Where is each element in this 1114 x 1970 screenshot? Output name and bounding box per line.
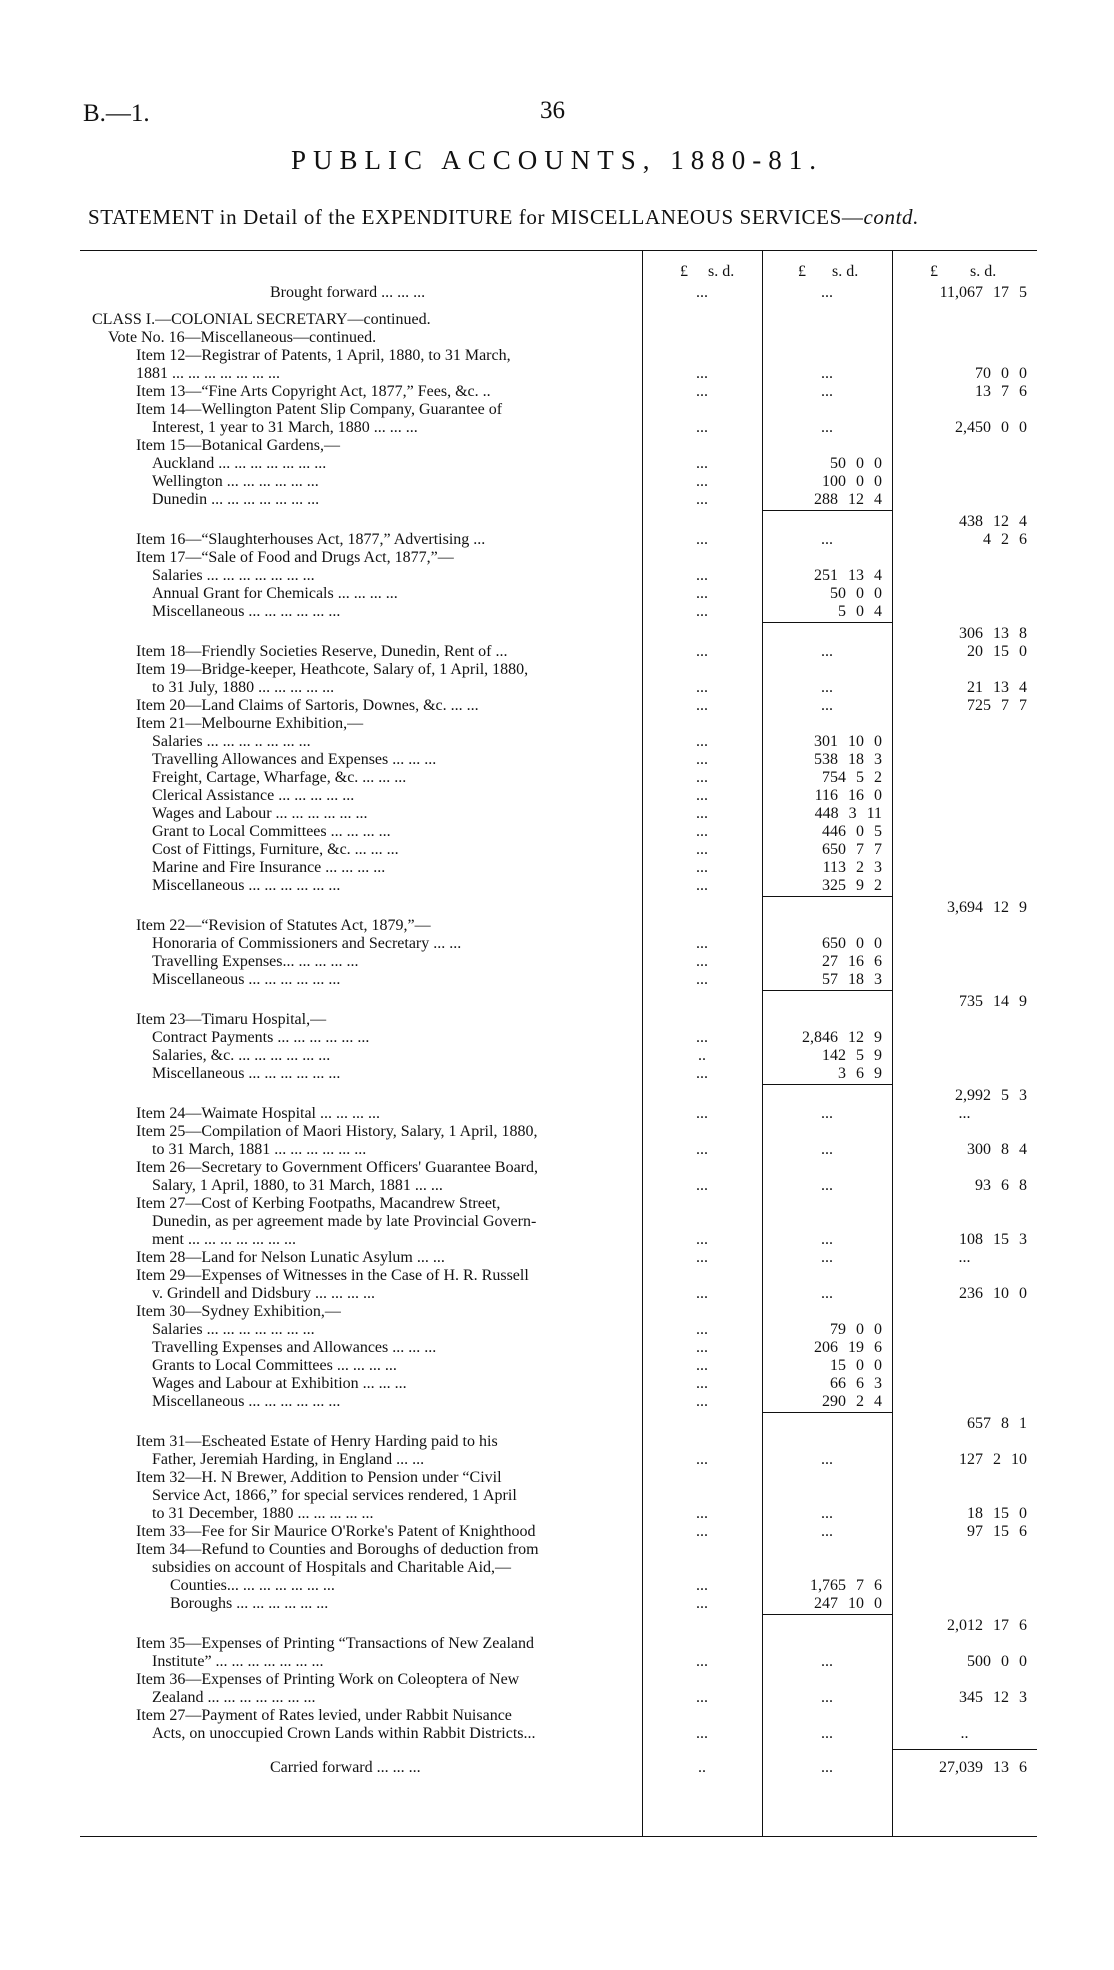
amount-c1: ... [696,953,708,970]
row-description: Dunedin ... ... ... ... ... ... ... [152,491,320,508]
amount-c2: ... [821,697,833,714]
amount-c2: 538 18 3 [814,751,882,768]
amount-c2: ... [821,1689,833,1706]
amount-c1: ... [696,1339,708,1356]
pound-header-1: £ [680,263,688,280]
row-description: Wages and Labour at Exhibition ... ... ... [152,1375,407,1392]
sd-header-3: s. d. [970,263,997,280]
amount-c2: 27 16 6 [822,953,882,970]
amount-c1: ... [696,585,708,602]
amount-c3: 2,012 17 6 [947,1617,1027,1634]
amount-c3: 306 13 8 [959,625,1027,642]
row-description: Salaries, &c. ... ... ... ... ... ... [152,1047,331,1064]
row-description: Item 28—Land for Nelson Lunatic Asylum ... ... [136,1249,445,1266]
amount-c1: ... [696,1065,708,1082]
amount-c1: ... [696,473,708,490]
amount-c1: ... [696,1231,708,1248]
amount-c2: ... [821,643,833,660]
row-description: Miscellaneous ... ... ... ... ... ... [152,971,341,988]
row-description: Vote No. 16—Miscellaneous—continued. [108,329,377,346]
row-description: Miscellaneous ... ... ... ... ... ... [152,877,341,894]
amount-c1: ... [696,1177,708,1194]
amount-c3: 3,694 12 9 [947,899,1027,916]
row-description: subsidies on account of Hospitals and Charitable Aid,— [152,1559,512,1576]
row-description: Item 25—Compilation of Maori History, Salary, 1 April, 1880, [136,1123,538,1140]
pound-header-2: £ [798,263,806,280]
amount-c1: ... [696,1577,708,1594]
row-description: Institute” ... ... ... ... ... ... ... [152,1653,324,1670]
subtitle-main: STATEMENT in Detail of the EXPENDITURE for MISCELLANEOUS SERVICES— [88,205,864,229]
row-description: Item 16—“Slaughterhouses Act, 1877,” Advertising ... [136,531,486,548]
row-description: Service Act, 1866,” for special services rendered, 1 April [152,1487,517,1504]
row-description: Wages and Labour ... ... ... ... ... ... [152,805,368,822]
amount-c1: ... [696,1505,708,1522]
amount-c3: 657 8 1 [967,1415,1027,1432]
amount-c1: .. [698,1047,706,1064]
amount-c3: 27,039 13 6 [939,1759,1027,1776]
amount-c3: 108 15 3 [959,1231,1027,1248]
row-description: Salaries ... ... ... ... ... ... ... [152,567,315,584]
amount-c1: ... [696,491,708,508]
amount-c2: ... [821,1523,833,1540]
amount-c2: ... [821,365,833,382]
row-description: Item 30—Sydney Exhibition,— [136,1303,341,1320]
amount-c2: ... [821,1105,833,1122]
subtotal-rule [762,1412,892,1413]
amount-c3: 21 13 4 [967,679,1027,696]
row-description: Brought forward ... ... ... [270,284,426,301]
row-description: Father, Jeremiah Harding, in England ... ... [152,1451,425,1468]
amount-c1: ... [696,383,708,400]
amount-c2: 290 2 4 [822,1393,882,1410]
row-description: Clerical Assistance ... ... ... ... ... [152,787,355,804]
amount-c1: ... [696,1375,708,1392]
amount-c2: ... [821,1285,833,1302]
amount-c2: 50 0 0 [830,455,882,472]
amount-c2: ... [821,1759,833,1776]
page-number: 36 [540,97,565,124]
row-description: Salary, 1 April, 1880, to 31 March, 1881 ... ... [152,1177,443,1194]
amount-c2: 1,765 7 6 [810,1577,882,1594]
amount-c1: ... [696,1689,708,1706]
subtitle-contd: contd. [863,205,919,229]
expenditure-table [80,250,1037,1837]
amount-c2: ... [821,679,833,696]
amount-c3: 4 2 6 [983,531,1027,548]
amount-c3: 300 8 4 [967,1141,1027,1158]
row-description: Salaries ... ... ... ... ... ... ... [152,1321,315,1338]
pound-header-3: £ [930,263,938,280]
amount-c2: 100 0 0 [822,473,882,490]
amount-c1: ... [696,1357,708,1374]
amount-c2: 650 7 7 [822,841,882,858]
amount-c1: ... [696,1725,708,1742]
amount-c2: 142 5 9 [822,1047,882,1064]
row-description: Cost of Fittings, Furniture, &c. ... ... ... [152,841,399,858]
page-subtitle [88,205,919,230]
amount-c2: ... [821,1505,833,1522]
row-description: Wellington ... ... ... ... ... ... [152,473,319,490]
row-description: Marine and Fire Insurance ... ... ... ... [152,859,386,876]
row-description: CLASS I.—COLONIAL SECRETARY—continued. [92,311,431,328]
amount-c3: 93 6 8 [975,1177,1027,1194]
amount-c3: 70 0 0 [975,365,1027,382]
amount-c1: ... [696,971,708,988]
row-description: Item 26—Secretary to Government Officers' Guarantee Board, [136,1159,538,1176]
subtotal-rule [762,990,892,991]
amount-c1: ... [696,1285,708,1302]
amount-c1: ... [696,935,708,952]
amount-c2: 251 13 4 [814,567,882,584]
row-description: v. Grindell and Didsbury ... ... ... ... [152,1285,375,1302]
amount-c1: ... [696,805,708,822]
row-description: ment ... ... ... ... ... ... ... [152,1231,296,1248]
row-description: Item 18—Friendly Societies Reserve, Dunedin, Rent of ... [136,643,508,660]
row-description: Freight, Cartage, Wharfage, &c. ... ... ... [152,769,407,786]
row-description: Item 36—Expenses of Printing Work on Coleoptera of New [136,1671,520,1688]
amount-c1: ... [696,877,708,894]
row-description: Travelling Allowances and Expenses ... ... ... [152,751,437,768]
amount-c3: 725 7 7 [967,697,1027,714]
amount-c2: ... [821,1653,833,1670]
row-description: Grant to Local Committees ... ... ... ... [152,823,391,840]
row-description: Item 33—Fee for Sir Maurice O'Rorke's Patent of Knighthood [136,1523,536,1540]
amount-c1: ... [696,1595,708,1612]
amount-c1: ... [696,697,708,714]
row-description: Miscellaneous ... ... ... ... ... ... [152,1393,341,1410]
amount-c1: ... [696,419,708,436]
amount-c2: ... [821,383,833,400]
amount-c1: ... [696,1393,708,1410]
amount-c2: ... [821,419,833,436]
row-description: Item 20—Land Claims of Sartoris, Downes, &c. ... ... [136,697,479,714]
row-description: 1881 ... ... ... ... ... ... ... [136,365,280,382]
amount-c1: ... [696,733,708,750]
amount-c3: ... [958,1105,971,1122]
amount-c3: 20 15 0 [967,643,1027,660]
amount-c3: 18 15 0 [967,1505,1027,1522]
amount-c2: 50 0 0 [830,585,882,602]
amount-c2: 247 10 0 [814,1595,882,1612]
amount-c1: ... [696,1141,708,1158]
amount-c2: ... [821,1141,833,1158]
amount-c2: 15 0 0 [830,1357,882,1374]
amount-c1: ... [696,1523,708,1540]
amount-c3: 97 15 6 [967,1523,1027,1540]
amount-c2: 3 6 9 [838,1065,882,1082]
subtotal-rule [762,510,892,511]
row-description: Grants to Local Committees ... ... ... ... [152,1357,397,1374]
amount-c2: 206 19 6 [814,1339,882,1356]
amount-c2: 57 18 3 [822,971,882,988]
amount-c3: 236 10 0 [959,1285,1027,1302]
amount-c1: .. [698,1759,706,1776]
amount-c1: ... [696,841,708,858]
amount-c3: .. [960,1725,969,1742]
amount-c2: 79 0 0 [830,1321,882,1338]
row-description: Item 15—Botanical Gardens,— [136,437,340,454]
amount-c2: 301 10 0 [814,733,882,750]
sd-header-2: s. d. [832,263,859,280]
amount-c1: ... [696,284,708,301]
amount-c1: ... [696,1451,708,1468]
row-description: Item 13—“Fine Arts Copyright Act, 1877,” Fees, &c. .. [136,383,491,400]
amount-c1: ... [696,1029,708,1046]
subtotal-rule [762,896,892,897]
amount-c2: 288 12 4 [814,491,882,508]
row-description: Contract Payments ... ... ... ... ... ... [152,1029,370,1046]
row-description: to 31 December, 1880 ... ... ... ... ... [152,1505,374,1522]
amount-c2: 446 0 5 [822,823,882,840]
amount-c1: ... [696,365,708,382]
amount-c2: ... [821,284,833,301]
amount-c2: 116 16 0 [814,787,882,804]
amount-c3: 2,450 0 0 [955,419,1027,436]
amount-c1: ... [696,643,708,660]
amount-c2: 448 3 11 [814,805,882,822]
row-description: Item 14—Wellington Patent Slip Company, Guarantee of [136,401,503,418]
row-description: Item 27—Cost of Kerbing Footpaths, Macandrew Street, [136,1195,501,1212]
subtotal-rule [762,1614,892,1615]
amount-c3: 11,067 17 5 [939,284,1027,301]
row-description: Item 24—Waimate Hospital ... ... ... ... [136,1105,380,1122]
row-description: Carried forward ... ... ... [270,1759,421,1776]
amount-c1: ... [696,787,708,804]
amount-c3: 735 14 9 [959,993,1027,1010]
amount-c3: 345 12 3 [959,1689,1027,1706]
amount-c3: 438 12 4 [959,513,1027,530]
amount-c3: 13 7 6 [975,383,1027,400]
amount-c2: ... [821,1231,833,1248]
amount-c1: ... [696,751,708,768]
amount-c2: ... [821,1725,833,1742]
row-description: Item 32—H. N Brewer, Addition to Pension under “Civil [136,1469,502,1486]
subtotal-rule [762,1084,892,1085]
row-description: Item 21—Melbourne Exhibition,— [136,715,364,732]
amount-c1: ... [696,1653,708,1670]
amount-c2: 66 6 3 [830,1375,882,1392]
subtotal-rule [762,622,892,623]
amount-c3: 127 2 10 [959,1451,1027,1468]
row-description: Item 27—Payment of Rates levied, under Rabbit Nuisance [136,1707,512,1724]
amount-c2: 650 0 0 [822,935,882,952]
amount-c1: ... [696,1249,708,1266]
amount-c1: ... [696,531,708,548]
amount-c2: 325 9 2 [822,877,882,894]
amount-c3: ... [958,1249,971,1266]
row-description: Miscellaneous ... ... ... ... ... ... [152,1065,341,1082]
row-description: Travelling Expenses... ... ... ... ... [152,953,359,970]
amount-c1: ... [696,455,708,472]
row-description: Item 12—Registrar of Patents, 1 April, 1880, to 31 March, [136,347,511,364]
amount-c2: 113 2 3 [822,859,882,876]
row-description: Boroughs ... ... ... ... ... ... [170,1595,329,1612]
row-description: Dunedin, as per agreement made by late Provincial Govern- [152,1213,537,1230]
amount-c1: ... [696,769,708,786]
amount-c2: ... [821,1249,833,1266]
amount-c3: 2,992 5 3 [955,1087,1027,1104]
page-title: PUBLIC ACCOUNTS, 1880-81. [290,145,824,175]
row-description: Interest, 1 year to 31 March, 1880 ... ... ... [152,419,418,436]
row-description: Item 17—“Sale of Food and Drugs Act, 1877,”— [136,549,454,566]
amount-c1: ... [696,603,708,620]
row-description: to 31 July, 1880 ... ... ... ... ... [152,679,335,696]
row-description: Counties... ... ... ... ... ... ... [170,1577,335,1594]
amount-c1: ... [696,567,708,584]
column-divider [892,251,893,1836]
row-description: Item 34—Refund to Counties and Boroughs of deduction from [136,1541,539,1558]
amount-c3: 500 0 0 [967,1653,1027,1670]
amount-c1: ... [696,823,708,840]
amount-c2: 754 5 2 [822,769,882,786]
amount-c2: ... [821,1451,833,1468]
amount-c2: ... [821,1177,833,1194]
amount-c1: ... [696,679,708,696]
row-description: Honoraria of Commissioners and Secretary ... ... [152,935,462,952]
row-description: to 31 March, 1881 ... ... ... ... ... ... [152,1141,367,1158]
row-description: Auckland ... ... ... ... ... ... ... [152,455,327,472]
total-rule [892,1749,1037,1750]
amount-c1: ... [696,859,708,876]
row-description: Salaries ... ... ... .. ... ... ... [152,733,311,750]
row-description: Item 19—Bridge-keeper, Heathcote, Salary of, 1 April, 1880, [136,661,529,678]
row-description: Item 29—Expenses of Witnesses in the Case of H. R. Russell [136,1267,529,1284]
amount-c2: 2,846 12 9 [802,1029,882,1046]
row-description: Item 23—Timaru Hospital,— [136,1011,327,1028]
row-description: Miscellaneous ... ... ... ... ... ... [152,603,341,620]
row-description: Item 31—Escheated Estate of Henry Harding paid to his [136,1433,498,1450]
amount-c1: ... [696,1105,708,1122]
amount-c2: 5 0 4 [838,603,882,620]
row-description: Item 35—Expenses of Printing “Transactions of New Zealand [136,1635,534,1652]
row-description: Zealand ... ... ... ... ... ... ... [152,1689,316,1706]
row-description: Acts, on unoccupied Crown Lands within Rabbit Districts... [152,1725,536,1742]
row-description: Item 22—“Revision of Statutes Act, 1879,”— [136,917,431,934]
row-description: Annual Grant for Chemicals ... ... ... ... [152,585,398,602]
document-reference: B.—1. [83,100,150,127]
amount-c2: ... [821,531,833,548]
row-description: Travelling Expenses and Allowances ... ... ... [152,1339,437,1356]
amount-c1: ... [696,1321,708,1338]
sd-header-1: s. d. [708,263,735,280]
